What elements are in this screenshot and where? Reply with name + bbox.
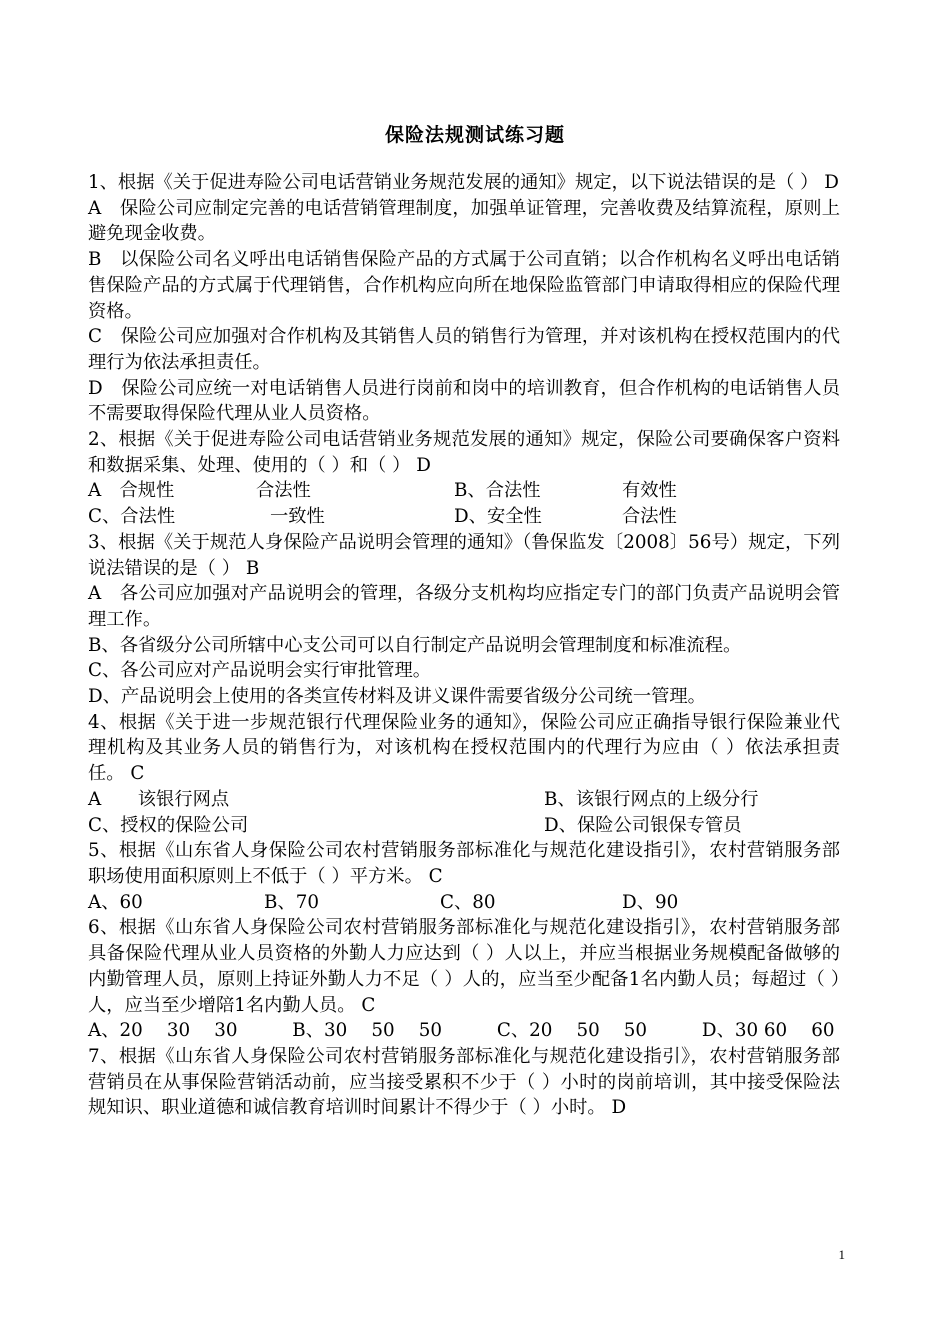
question-3-option-d: D、产品说明会上使用的各类宣传材料及讲义课件需要省级分公司统一管理。	[88, 686, 706, 708]
question-2-stem: 2、根据《关于促进寿险公司电话营销业务规范发展的通知》规定，保险公司要确保客户资料和数据采集、处理、使用的（ ）和（ ） D	[88, 429, 840, 476]
question-2-options-row-1	[88, 478, 840, 504]
question-1-option-d: D 保险公司应统一对电话销售人员进行岗前和岗中的培训教育，但合作机构的电话销售人员不需要取得保险代理从业人员资格。	[88, 377, 840, 425]
question-5-options-row	[88, 890, 840, 916]
question-4-option-c: C、授权的保险公司	[88, 814, 249, 836]
question-7-stem: 7、根据《山东省人身保险公司农村营销服务部标准化与规范化建设指引》，农村营销服务部营销员在从事保险营销活动前，应当接受累积不少于（ ）小时的岗前培训，其中接受保险法规知识、职业道德和诚信教育培训时间累计不得少于（ ）小时。 D	[88, 1045, 840, 1119]
question-2-option-d: D、安全性	[454, 506, 542, 528]
question-6-stem: 6、根据《山东省人身保险公司农村营销服务部标准化与规范化建设指引》，农村营销服务部具备保险代理从业人员资格的外勤人力应达到（ ）人以上，并应当根据业务规模配备做够的内勤管理人员，原则上持证外勤人力不足（ ）人的，应当至少配备1名内勤人员；每超过（ ）人，应当至少增陪1名内勤人员。 C	[88, 917, 840, 1016]
question-2-option-b: B、合法性	[454, 480, 541, 502]
question-2-options-row-2	[88, 504, 840, 530]
question-2-option-d-second: 合法性	[622, 506, 677, 528]
question-4-stem: 4、根据《关于进一步规范银行代理保险业务的通知》，保险公司应正确指导银行保险兼业代理机构及其业务人员的销售行为，对该机构在授权范围内的代理行为应由（ ）依法承担责任。 C	[88, 711, 840, 785]
question-3-option-c: C、各公司应对产品说明会实行审批管理。	[88, 660, 432, 682]
question-5-option-c: C、80	[440, 891, 496, 913]
question-5-stem: 5、根据《山东省人身保险公司农村营销服务部标准化与规范化建设指引》，农村营销服务部职场使用面积原则上不低于（ ）平方米。 C	[88, 840, 840, 887]
question-6-options: A、20 30 30 B、30 50 50 C、20 50 50 D、30 60 60	[88, 1020, 835, 1042]
question-3-stem: 3、根据《关于规范人身保险产品说明会管理的通知》（鲁保监发〔2008〕56号）规定，下列说法错误的是（ ） B	[88, 531, 840, 579]
document-title: 保险法规测试练习题	[384, 124, 565, 146]
question-1-stem: 1、根据《关于促进寿险公司电话营销业务规范发展的通知》规定，以下说法错误的是（ ） D	[88, 172, 839, 193]
question-1-option-b: B 以保险公司名义呼出电话销售保险产品的方式属于公司直销；以合作机构名义呼出电话销售保险产品的方式属于代理销售，合作机构应向所在地保险监管部门申请取得相应的保险代理资格。	[88, 249, 840, 322]
page-number: 1	[838, 1247, 845, 1262]
question-2-option-b-second: 有效性	[622, 480, 677, 502]
question-5-option-b: B、70	[264, 891, 319, 913]
question-2-option-a: A 合规性	[88, 480, 175, 502]
question-4-options-row-2	[88, 813, 840, 839]
question-4-option-d: D、保险公司银保专管员	[544, 814, 742, 836]
question-3-option-a: A 各公司应加强对产品说明会的管理，各级分支机构均应指定专门的部门负责产品说明会管理工作。	[88, 583, 840, 630]
question-5-option-a: A、60	[88, 891, 143, 913]
question-4-options-row-1	[88, 787, 840, 813]
question-list	[88, 170, 840, 1121]
question-5-option-d: D、90	[622, 891, 679, 913]
question-3-option-b: B、各省级分公司所辖中心支公司可以自行制定产品说明会管理制度和标准流程。	[88, 634, 742, 656]
question-1-option-c: C 保险公司应加强对合作机构及其销售人员的销售行为管理，并对该机构在授权范围内的代理行为依法承担责任。	[88, 326, 840, 373]
question-2-option-a-second: 合法性	[256, 480, 311, 502]
question-2-option-c-second: 一致性	[270, 506, 325, 528]
question-4-option-a: A 该银行网点	[88, 788, 230, 810]
question-1-option-a: A 保险公司应制定完善的电话营销管理制度，加强单证管理，完善收费及结算流程，原则上避免现金收费。	[88, 197, 840, 245]
question-4-option-b: B、该银行网点的上级分行	[544, 788, 759, 810]
question-2-option-c: C、合法性	[88, 506, 176, 528]
